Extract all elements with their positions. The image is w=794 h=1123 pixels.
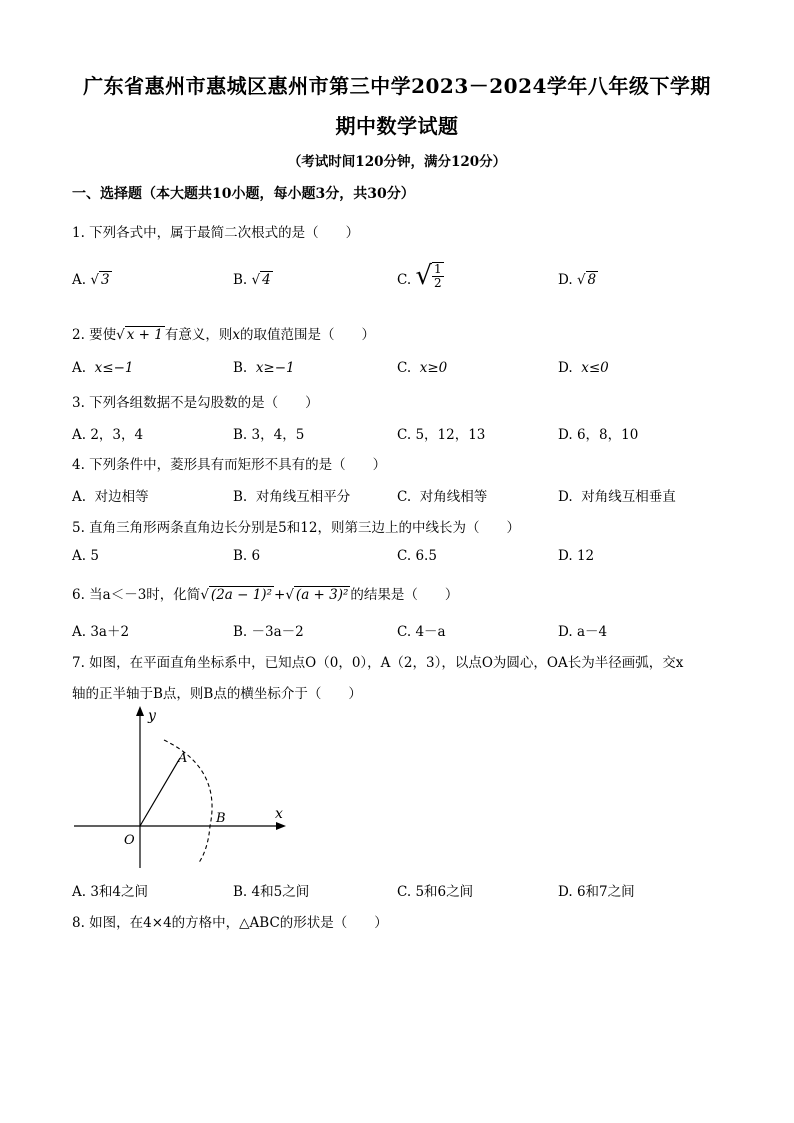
- question-4-option-a: A. 对边相等: [72, 489, 149, 505]
- label-a: A: [178, 751, 188, 766]
- question-8-stem: 8. 如图，在4×4的方格中，△ABC的形状是（ ）: [72, 915, 388, 931]
- sqrt-expression: √ 4: [251, 272, 271, 288]
- sqrt-expression: √ (a + 3)²: [285, 587, 349, 603]
- question-3-option-d: D. 6，8，10: [558, 427, 639, 443]
- question-3-stem: 3. 下列各组数据不是勾股数的是（ ）: [72, 395, 319, 411]
- question-6-option-b: B. －3a－2: [233, 624, 304, 640]
- coordinate-figure: [70, 700, 300, 872]
- question-1-option-b: B. √ 4: [233, 272, 271, 288]
- sqrt-expression: √ 3: [90, 272, 110, 288]
- y-axis-arrow: [136, 706, 144, 716]
- question-7-option-b: B. 4和5之间: [233, 884, 310, 900]
- exam-subtitle: （考试时间120分钟，满分120分）: [287, 154, 507, 170]
- question-1-option-d: D. √ 8: [558, 272, 597, 288]
- question-4-option-c: C. 对角线相等: [397, 489, 488, 505]
- question-4-option-d: D. 对角线互相垂直: [558, 489, 676, 505]
- sqrt-fraction: √ $\frac{1}{2}$: [415, 261, 442, 291]
- question-3-option-a: A. 2，3，4: [72, 427, 144, 443]
- question-7-option-a: A. 3和4之间: [72, 884, 149, 900]
- question-5-option-d: D. 12: [558, 548, 595, 564]
- question-6-option-d: D. a－4: [558, 624, 608, 640]
- label-b: B: [216, 811, 226, 826]
- question-5-option-a: A. 5: [72, 548, 99, 564]
- section-heading: 一、选择题（本大题共10小题，每小题3分，共30分）: [72, 186, 415, 202]
- question-4-stem: 4. 下列条件中，菱形具有而矩形不具有的是（ ）: [72, 457, 387, 473]
- sqrt-expression: √ x + 1: [116, 327, 163, 343]
- exam-title-line2: 期中数学试题: [335, 114, 459, 138]
- question-7-option-c: C. 5和6之间: [397, 884, 474, 900]
- segment-oa: [140, 758, 180, 826]
- question-1-option-a: A. √ 3: [72, 272, 110, 288]
- question-6-option-a: A. 3a＋2: [72, 624, 130, 640]
- question-2-option-a: A. x≤−1: [72, 360, 134, 376]
- question-4-option-b: B. 对角线互相平分: [233, 489, 351, 505]
- question-2-option-d: D. x≤0: [558, 360, 609, 376]
- question-2-option-c: C. x≥0: [397, 360, 448, 376]
- question-7-stem-line2: 轴的正半轴于B点，则B点的横坐标介于（ ）: [72, 686, 362, 702]
- question-7-option-d: D. 6和7之间: [558, 884, 635, 900]
- question-5-option-c: C. 6.5: [397, 548, 437, 564]
- dashed-arc: [164, 740, 212, 864]
- sqrt-expression: √ (2a − 1)²: [200, 587, 272, 603]
- label-x: x: [275, 806, 283, 822]
- question-6-option-c: C. 4－a: [397, 624, 446, 640]
- question-3-option-b: B. 3，4，5: [233, 427, 305, 443]
- question-1-stem: 1. 下列各式中，属于最简二次根式的是（ ）: [72, 225, 360, 241]
- question-5-option-b: B. 6: [233, 548, 261, 564]
- label-o: O: [124, 833, 135, 848]
- question-5-stem: 5. 直角三角形两条直角边长分别是5和12，则第三边上的中线长为（ ）: [72, 520, 520, 536]
- question-2-option-b: B. x≥−1: [233, 360, 295, 376]
- x-axis-arrow: [276, 822, 286, 830]
- sqrt-expression: √ 8: [576, 272, 597, 288]
- question-7-stem-line1: 7. 如图，在平面直角坐标系中，已知点O（0，0），A（2，3），以点O为圆心，OA长为半径画弧，交x: [72, 655, 684, 671]
- question-3-option-c: C. 5，12，13: [397, 427, 486, 443]
- label-y: y: [148, 708, 156, 724]
- question-2-stem: 2. 要使√ x + 1 有意义，则x的取值范围是（ ）: [72, 327, 376, 343]
- question-6-stem: 6. 当a＜－3时，化简√ (2a − 1)² +√ (a + 3)² 的结果是（ ）: [72, 587, 459, 603]
- question-1-option-c: C. √ $\frac{1}{2}$: [397, 261, 442, 291]
- exam-title-line1: 广东省惠州市惠城区惠州市第三中学2023－2024学年八年级下学期: [83, 74, 711, 98]
